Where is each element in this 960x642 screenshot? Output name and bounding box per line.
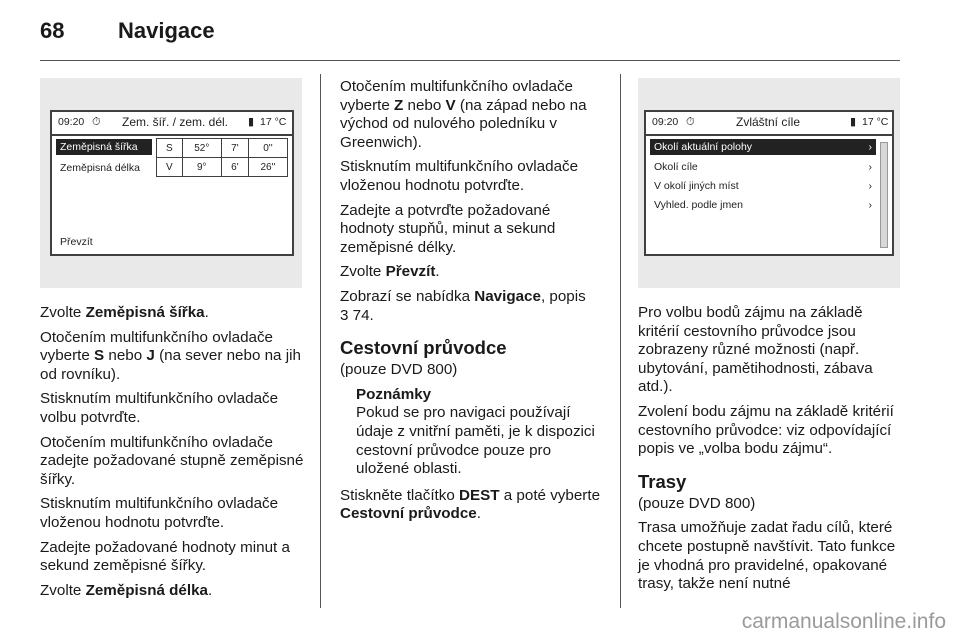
status-bar [646,112,892,136]
key-term: V [445,96,456,114]
menu-item-other-places[interactable] [650,178,876,194]
section-heading: Cestovní průvodce [340,337,507,359]
temperature: 17 °C [862,116,889,128]
screen-title: Zem. šíř. / zem. dél. [122,115,229,129]
menu-term: Převzít [385,263,436,281]
text: Otočením multifunkčního ovladače vyberte [40,328,273,365]
menu-item-label: V okolí jiných míst [654,180,739,192]
paragraph [340,288,606,325]
paragraph [340,263,606,282]
text: Stiskněte tlačítko [340,486,460,504]
clock-time: 09:20 [58,116,85,128]
clock-icon: ⏱ [686,116,695,128]
key-term: DEST [459,486,500,504]
paragraph [40,329,306,385]
paragraph [340,78,606,152]
note-text: Pokud se pro navigaci používají údaje z vnitřní paměti, je k dispozici cestovní průvodce pouze pro uložené oblasti. [356,404,595,478]
section-subtitle: (pouze DVD 800) [638,494,756,512]
column-3 [638,304,904,600]
menu-item-search-by-name[interactable] [650,197,876,213]
text: . [435,263,440,281]
page-number: 68 [40,18,65,43]
grid-cell[interactable]: 6' [221,158,248,177]
chevron-right-icon: › [868,180,872,192]
paragraph [340,487,606,524]
column-2 [340,78,606,530]
grid-row [157,139,288,158]
menu-term: Cestovní průvodce [340,505,477,523]
menu-item-accept[interactable]: Převzít [60,236,93,248]
text: Zobrazí se nabídka [340,287,475,305]
column-divider-2 [620,74,621,608]
column-1 [40,304,306,606]
paragraph: Stisknutím multifunkčního ovladače vloženou hodnotu potvrďte. [40,495,279,531]
clock-icon: ⏱ [92,116,101,128]
grid-cell[interactable]: 52° [182,139,221,158]
page-reference[interactable]: 3 74. [340,306,374,324]
paragraph: Trasa umožňuje zadat řadu cílů, které chcete postupně navštívit. Tato funkce je vhodná pro pravidelné, opakované trasy, takže není nutné [638,519,896,593]
chevron-right-icon: › [868,199,872,211]
text: . [476,505,481,523]
grid-cell[interactable]: S [157,139,183,158]
text: nebo [403,96,446,114]
menu-item-label: Vyhled. podle jmen [654,199,743,211]
key-term: J [146,347,155,365]
menu-term: Zeměpisná šířka [85,304,205,321]
text: nebo [104,347,147,365]
paragraph: Zadejte a potvrďte požadované hodnoty stupňů, minut a sekund zeměpisné délky. [340,201,556,256]
grid-cell[interactable]: 9° [182,158,221,177]
coordinate-grid [156,138,288,177]
screenshot-poi [638,78,900,288]
menu-item-label: Okolí aktuální polohy [654,141,753,153]
paragraph: Zadejte požadované hodnoty minut a sekund zeměpisné šířky. [40,538,290,575]
paragraph: Pro volbu bodů zájmu na základě kritérií cestovního průvodce jsou zobrazeny různé možnosti (např. ubytování, pamětihodnosti, zábava atd.). [638,304,873,396]
text: Zvolte [40,581,86,599]
status-bar [52,112,292,136]
grid-cell[interactable]: V [157,158,183,177]
section-heading: Trasy [638,470,687,492]
text: , popis [540,287,586,305]
menu-item-label: Okolí cíle [654,161,698,173]
screenshot-coordinates [40,78,302,288]
menu-term: Zeměpisná délka [85,581,208,599]
menu-item-latitude[interactable]: Zeměpisná šířka [56,139,152,155]
paragraph: Otočením multifunkčního ovladače zadejte požadované stupně zeměpisné šířky. [40,433,304,488]
text: Zvolte [40,304,86,321]
paragraph [40,582,306,601]
menu-term: Navigace [474,287,541,305]
paragraph: Zvolení bodu zájmu na základě kritérií cestovního průvodce: viz odpovídající popis ve „volba bodu zájmu“. [638,402,894,458]
text: Zvolte [340,263,386,281]
screen-title: Zvláštní cíle [736,115,801,129]
menu-item-destination-area[interactable] [650,159,876,175]
chevron-right-icon: › [868,141,872,153]
chevron-right-icon: › [868,161,872,173]
note-title: Poznámky [356,385,432,403]
text: . [207,581,213,599]
grid-row [157,158,288,177]
text: (na západ nebo na východ od nulového poledníku v Greenwich). [340,96,587,151]
text: a poté vyberte [499,486,601,504]
phone-icon: ▮ [850,116,857,128]
grid-cell[interactable]: 26'' [248,158,287,177]
menu-item-current-area[interactable] [650,139,876,155]
paragraph [40,304,306,323]
phone-icon: ▮ [248,116,255,128]
column-divider-1 [320,74,321,608]
note-box [356,386,606,479]
grid-cell[interactable]: 7' [221,139,248,158]
paragraph: Stisknutím multifunkčního ovladače volbu potvrďte. [40,390,279,426]
header-rule [40,60,900,61]
menu-item-longitude[interactable]: Zeměpisná délka [60,162,140,174]
key-term: Z [394,96,404,114]
section-subtitle: (pouze DVD 800) [340,361,458,379]
text: (na sever nebo na jih od rovníku). [40,347,301,383]
display-screen [50,110,294,256]
scrollbar[interactable] [880,142,888,248]
text: Otočením multifunkčního ovladače vyberte [340,78,573,114]
grid-cell[interactable]: 0'' [248,139,287,158]
watermark: carmanualsonline.info [741,610,946,633]
clock-time: 09:20 [652,116,679,128]
section-title: Navigace [118,18,215,43]
key-term: S [94,347,105,365]
text: . [204,304,209,321]
paragraph: Stisknutím multifunkčního ovladače vloženou hodnotu potvrďte. [340,158,579,194]
temperature: 17 °C [260,116,287,128]
display-screen [644,110,894,256]
